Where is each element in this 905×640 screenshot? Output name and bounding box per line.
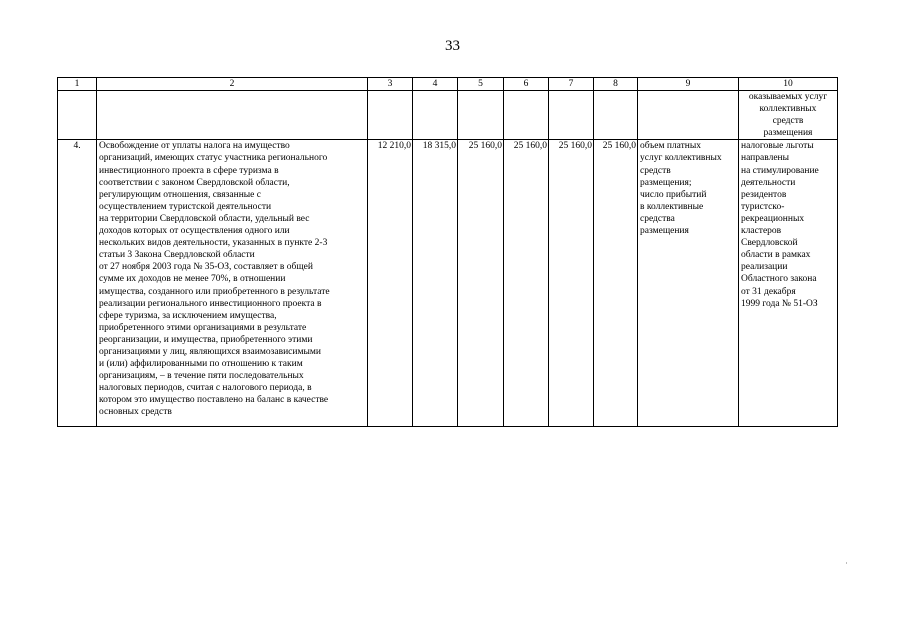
value-col5: 25 160,0 bbox=[458, 140, 504, 427]
header-cell-4: 4 bbox=[413, 78, 458, 91]
row-number: 4. bbox=[58, 140, 97, 427]
header-cell-9: 9 bbox=[638, 78, 739, 91]
continuation-cell-2 bbox=[97, 91, 368, 140]
indicator-cell: объем платных услуг коллективных средств размещения; число прибытий в коллективные средства размещения bbox=[638, 140, 739, 427]
continuation-cell-5 bbox=[458, 91, 504, 140]
header-cell-3: 3 bbox=[368, 78, 413, 91]
continuation-cell-8 bbox=[594, 91, 638, 140]
continuation-cell-10: оказываемых услуг коллективных средств размещения bbox=[739, 91, 838, 140]
continuation-row bbox=[58, 91, 838, 140]
continuation-cell-9 bbox=[638, 91, 739, 140]
header-cell-10: 10 bbox=[739, 78, 838, 91]
value-col3: 12 210,0 bbox=[368, 140, 413, 427]
header-cell-5: 5 bbox=[458, 78, 504, 91]
table-header-row bbox=[58, 78, 838, 91]
table-row bbox=[58, 140, 838, 427]
value-col4: 18 315,0 bbox=[413, 140, 458, 427]
continuation-cell-3 bbox=[368, 91, 413, 140]
header-cell-1: 1 bbox=[58, 78, 97, 91]
value-col7: 25 160,0 bbox=[549, 140, 594, 427]
header-cell-8: 8 bbox=[594, 78, 638, 91]
continuation-cell-1 bbox=[58, 91, 97, 140]
header-cell-7: 7 bbox=[549, 78, 594, 91]
header-cell-6: 6 bbox=[504, 78, 549, 91]
continuation-cell-7 bbox=[549, 91, 594, 140]
budget-table bbox=[57, 77, 838, 427]
value-col6: 25 160,0 bbox=[504, 140, 549, 427]
value-col8: 25 160,0 bbox=[594, 140, 638, 427]
row-description: Освобождение от уплаты налога на имущество организаций, имеющих статус участника регионального инвестиционного проекта в сфере туризма в соответствии с законом Свердловской области, регулирующим отношения, связанные с осуществлением туристской деятельности на территории Свердловской области, удельный вес доходов которых от осуществления одного или нескольких видов деятельности, указанных в пункте 2-3 статьи 3 Закона Свердловской области от 27 ноября 2003 года № 35-ОЗ, составляет в общей сумме их доходов не менее 70%, в отношении имущества, созданного или приобретенного в результате реализации регионального инвестиционного проекта в сфере туризма, за исключением имущества, приобретенного этими организациями в результате реорганизации, и имущества, приобретенного этими организациями у лиц, являющихся взаимозависимыми и (или) аффилированными по отношению к таким организациям, – в течение пяти последовательных налоговых периодов, считая с налогового периода, в котором это имущество поставлено на баланс в качестве основных средств bbox=[97, 140, 368, 427]
page-number: 33 bbox=[445, 38, 460, 54]
goal-cell: налоговые льготы направлены на стимулирование деятельности резидентов туристско- рекреационных кластеров Свердловской области в рамках реализации Областного закона от 31 декабря 1999 года № 51-ОЗ bbox=[739, 140, 838, 427]
scan-artifact bbox=[846, 562, 847, 564]
header-cell-2: 2 bbox=[97, 78, 368, 91]
continuation-cell-6 bbox=[504, 91, 549, 140]
continuation-cell-4 bbox=[413, 91, 458, 140]
